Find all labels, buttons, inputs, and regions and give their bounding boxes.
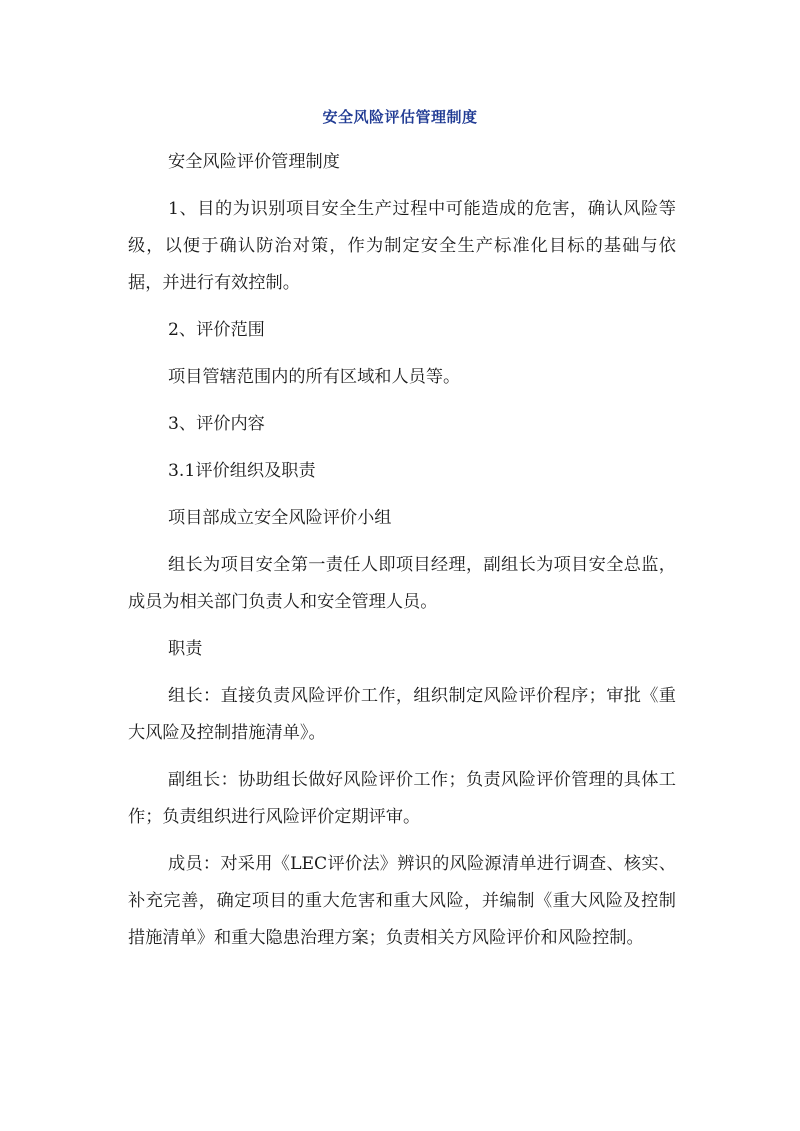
paragraph-team: 项目部成立安全风险评价小组	[168, 508, 392, 528]
paragraph-member-duty: 成员：对采用《LEC评价法》辨识的风险源清单进行调查、核实、补充完善，确定项目的重大危害和重大风险，并编制《重大风险及控制措施清单》和重大隐患治理方案；负责相关方风险评价和风险控制。	[128, 854, 676, 948]
document-title: 安全风险评估管理制度	[322, 108, 478, 126]
paragraph-scope: 项目管辖范围内的所有区域和人员等。	[168, 367, 461, 387]
paragraph-purpose: 1、目的为识别项目安全生产过程中可能造成的危害，确认风险等级，以便于确认防治对策，作为制定安全生产标准化目标的基础与依据，并进行有效控制。	[128, 199, 676, 293]
heading-content: 3、评价内容	[168, 414, 265, 434]
paragraph-deputy-duty: 副组长：协助组长做好风险评价工作；负责风险评价管理的具体工作；负责组织进行风险评价定期评审。	[128, 770, 676, 827]
paragraph-leaders: 组长为项目安全第一责任人即项目经理，副组长为项目安全总监，成员为相关部门负责人和安全管理人员。	[128, 555, 676, 612]
paragraph-subtitle: 安全风险评价管理制度	[168, 152, 340, 172]
paragraph-leader-duty: 组长：直接负责风险评价工作，组织制定风险评价程序；审批《重大风险及控制措施清单》。	[128, 686, 676, 743]
heading-scope: 2、评价范围	[168, 320, 265, 340]
heading-duties: 职责	[168, 639, 203, 659]
document-body	[128, 144, 676, 967]
heading-organization: 3.1评价组织及职责	[168, 461, 316, 481]
